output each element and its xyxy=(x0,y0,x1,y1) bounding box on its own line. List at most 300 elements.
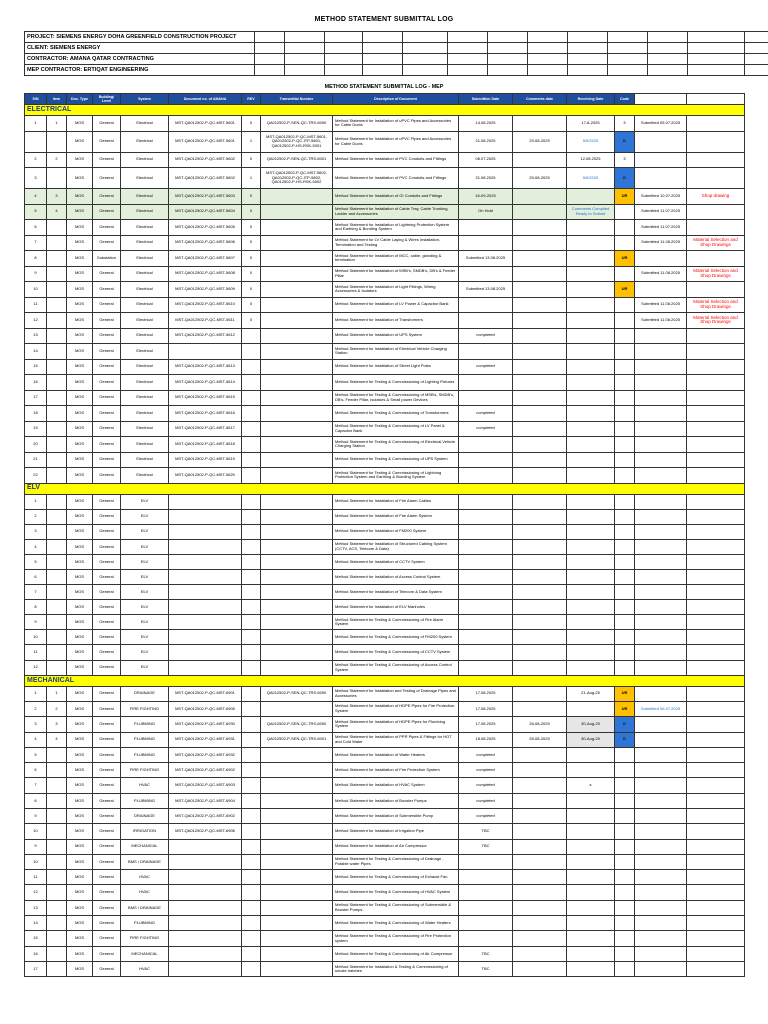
cell-rem xyxy=(635,282,687,298)
cell-sn: 15 xyxy=(25,931,47,946)
cell-sys: MECHANICAL xyxy=(121,839,169,854)
cell-type: MOS xyxy=(67,701,93,716)
cell-bl: General xyxy=(93,494,121,509)
cell-bl: General xyxy=(93,406,121,422)
cell-item xyxy=(47,569,67,584)
cell-item xyxy=(47,630,67,645)
cell-bl: General xyxy=(93,809,121,824)
cell-rev xyxy=(242,630,261,645)
cell-rec xyxy=(567,946,615,961)
table-row xyxy=(25,600,745,615)
section-header-row xyxy=(25,483,745,494)
cell-sub: completed xyxy=(459,809,513,824)
cell-note xyxy=(687,344,745,360)
cell-item: 4 xyxy=(47,732,67,747)
cell-note xyxy=(687,793,745,808)
empty-cell xyxy=(687,94,745,105)
cell-sys: ELV xyxy=(121,494,169,509)
cell-rec xyxy=(567,494,615,509)
cell-doc xyxy=(169,615,242,630)
cell-bl: General xyxy=(93,763,121,778)
cell-doc xyxy=(169,916,242,931)
table-row xyxy=(25,630,745,645)
table-row xyxy=(25,946,745,961)
cell-code: UR xyxy=(615,189,635,205)
cell-trans xyxy=(261,645,333,660)
section-title: ELECTRICAL xyxy=(25,105,745,116)
table-row xyxy=(25,235,745,251)
cell-bl: General xyxy=(93,569,121,584)
cell-rem xyxy=(635,961,687,976)
cell-sub xyxy=(459,452,513,468)
cell-bl: General xyxy=(93,204,121,220)
cell-rem xyxy=(635,686,687,701)
cell-sys: Electrical xyxy=(121,220,169,236)
cell-desc: Method Statement for Installation of Lightning Protection System and Earthing & Bonding System xyxy=(333,220,459,236)
cell-sys: ELV xyxy=(121,539,169,554)
cell-item xyxy=(47,266,67,282)
cell-com xyxy=(513,916,567,931)
cell-sn: 10 xyxy=(25,824,47,839)
cell-sn: 3 xyxy=(25,717,47,732)
cell-bl: General xyxy=(93,946,121,961)
cell-desc: Method Statement for Installation of Submersible Pump xyxy=(333,809,459,824)
cell-sn: 11 xyxy=(25,870,47,885)
cell-note xyxy=(687,916,745,931)
cell-sub xyxy=(459,235,513,251)
cell-rev: 0 xyxy=(242,235,261,251)
cell-code xyxy=(615,421,635,437)
cell-com xyxy=(513,494,567,509)
column-header: Description of Document xyxy=(333,94,459,105)
cell-sys: Electrical xyxy=(121,313,169,329)
cell-sys: DRAINAGE xyxy=(121,809,169,824)
cell-sub xyxy=(459,585,513,600)
cell-rem: Submitted 11.07.2025 xyxy=(635,204,687,220)
cell-item xyxy=(47,900,67,915)
cell-note xyxy=(687,116,745,132)
cell-rec xyxy=(567,539,615,554)
cell-desc: Method Statement for Testing & Commissioning of Lighting Fixtures xyxy=(333,375,459,391)
cell-bl: General xyxy=(93,660,121,675)
cell-sub xyxy=(459,630,513,645)
cell-trans: QA012502-P-SEN-QC-TRS-6000 xyxy=(261,686,333,701)
cell-item xyxy=(47,778,67,793)
cell-trans xyxy=(261,359,333,375)
cell-type: MOS xyxy=(67,809,93,824)
empty-cell xyxy=(745,43,768,54)
cell-rec xyxy=(567,824,615,839)
cell-item xyxy=(47,328,67,344)
cell-trans xyxy=(261,569,333,584)
cell-com xyxy=(513,585,567,600)
cell-rem xyxy=(635,839,687,854)
cell-type: MOS xyxy=(67,645,93,660)
cell-sub: completed xyxy=(459,778,513,793)
cell-sn: 5 xyxy=(25,747,47,762)
cell-code: 3 xyxy=(615,152,635,168)
cell-trans xyxy=(261,554,333,569)
empty-cell xyxy=(285,43,325,54)
cell-rev xyxy=(242,701,261,716)
table-row xyxy=(25,328,745,344)
cell-com xyxy=(513,468,567,484)
cell-type: MOS xyxy=(67,189,93,205)
cell-desc: Method Statement for LV Cable Laying & Wires Installation, Termination and Testing xyxy=(333,235,459,251)
cell-desc: Method Statement for Testing & Commissioning of Transformers xyxy=(333,406,459,422)
cell-item xyxy=(47,854,67,869)
cell-sys: MECHANICAL xyxy=(121,946,169,961)
cell-trans xyxy=(261,701,333,716)
cell-desc: Method Statement for Installation of MCC, cable, glanding & termination xyxy=(333,251,459,267)
cell-note xyxy=(687,421,745,437)
cell-sn: 14 xyxy=(25,916,47,931)
cell-rec xyxy=(567,809,615,824)
cell-sub xyxy=(459,390,513,406)
cell-sys: Electrical xyxy=(121,375,169,391)
cell-item xyxy=(47,437,67,453)
cell-item xyxy=(47,452,67,468)
cell-rem xyxy=(635,732,687,747)
cell-code: UR xyxy=(615,282,635,298)
cell-com xyxy=(513,539,567,554)
cell-bl: General xyxy=(93,375,121,391)
cell-sn: 1 xyxy=(25,116,47,132)
empty-cell xyxy=(255,43,285,54)
empty-cell xyxy=(608,54,648,65)
cell-type: MOS xyxy=(67,732,93,747)
cell-desc: Method Statement for Installation of PVC Conduits and Fittings xyxy=(333,152,459,168)
cell-rev xyxy=(242,717,261,732)
cell-sn: 7 xyxy=(25,778,47,793)
cell-desc: Method Statement for Installation of FM200 System xyxy=(333,524,459,539)
cell-note xyxy=(687,824,745,839)
cell-code xyxy=(615,509,635,524)
cell-doc xyxy=(169,524,242,539)
cell-com xyxy=(513,778,567,793)
table-row xyxy=(25,468,745,484)
cell-sn: 8 xyxy=(25,793,47,808)
cell-item xyxy=(47,524,67,539)
cell-rec: 17-8-2025 xyxy=(567,116,615,132)
cell-note: Material Selection and Shop Drawings xyxy=(687,266,745,282)
cell-rem xyxy=(635,437,687,453)
cell-doc xyxy=(169,494,242,509)
cell-sn: 9 xyxy=(25,266,47,282)
cell-note xyxy=(687,585,745,600)
empty-cell xyxy=(285,32,325,43)
section-header-row xyxy=(25,105,745,116)
cell-sys: PLUBMING xyxy=(121,747,169,762)
empty-cell xyxy=(363,54,403,65)
cell-type: MOS xyxy=(67,763,93,778)
cell-com xyxy=(513,359,567,375)
cell-trans xyxy=(261,615,333,630)
cell-sn: 9 xyxy=(25,839,47,854)
cell-desc: Method Statement for Testing & Commissioning of Lightning Protection System and Earthing & Bonding System xyxy=(333,468,459,484)
cell-item xyxy=(47,509,67,524)
cell-sys: Electrical xyxy=(121,116,169,132)
cell-trans xyxy=(261,931,333,946)
cell-doc: MST-QA012502-P-QC-MST-5611 xyxy=(169,313,242,329)
cell-sub: completed xyxy=(459,421,513,437)
table-row xyxy=(25,189,745,205)
cell-com xyxy=(513,235,567,251)
cell-trans xyxy=(261,539,333,554)
cell-sys: Electrical xyxy=(121,468,169,484)
cell-item xyxy=(47,585,67,600)
cell-note xyxy=(687,554,745,569)
cell-code xyxy=(615,615,635,630)
cell-sub: 17.08.2025 xyxy=(459,717,513,732)
cell-rev xyxy=(242,539,261,554)
cell-rec xyxy=(567,406,615,422)
cell-rec xyxy=(567,645,615,660)
empty-cell xyxy=(568,32,608,43)
cell-bl: General xyxy=(93,297,121,313)
cell-com xyxy=(513,375,567,391)
cell-sn: 2 xyxy=(25,152,47,168)
cell-rem: Submitted 05.07.2025 xyxy=(635,116,687,132)
cell-rev xyxy=(242,809,261,824)
cell-rem xyxy=(635,468,687,484)
cell-code xyxy=(615,747,635,762)
cell-type: MOS xyxy=(67,509,93,524)
cell-desc: Method Statement for Testing & Commissioning of Access Control System xyxy=(333,660,459,675)
cell-rev xyxy=(242,452,261,468)
cell-sub: completed xyxy=(459,406,513,422)
cell-desc: Method Statement for Testing & Commissioning of MSB's, SMDB's, DB's, Feeder Pillar, Isolators & Small power Devices xyxy=(333,390,459,406)
cell-rem xyxy=(635,630,687,645)
cell-doc xyxy=(169,961,242,976)
cell-rec: s xyxy=(567,778,615,793)
cell-type: MOS xyxy=(67,793,93,808)
column-header: S/N xyxy=(25,94,47,105)
cell-sn: 8 xyxy=(25,600,47,615)
cell-rec xyxy=(567,931,615,946)
cell-type: MOS xyxy=(67,778,93,793)
cell-desc: Method Statement for Installation of HDPE Pipes for Fire Protection System xyxy=(333,701,459,716)
table-row xyxy=(25,793,745,808)
cell-doc: MST-QA012502-P-QC-MST-5612 xyxy=(169,328,242,344)
cell-sn: 20 xyxy=(25,437,47,453)
cell-note xyxy=(687,282,745,298)
empty-cell xyxy=(403,32,448,43)
cell-sub xyxy=(459,854,513,869)
cell-sub xyxy=(459,569,513,584)
cell-rec xyxy=(567,885,615,900)
cell-sys: ELV xyxy=(121,660,169,675)
cell-note xyxy=(687,809,745,824)
cell-sub xyxy=(459,885,513,900)
cell-item xyxy=(47,554,67,569)
cell-code xyxy=(615,569,635,584)
cell-doc: MST-QA012502-P-QC-MST-6906 xyxy=(169,824,242,839)
cell-rem xyxy=(635,494,687,509)
header-row xyxy=(25,94,745,105)
cell-com xyxy=(513,406,567,422)
cell-rem xyxy=(635,131,687,152)
cell-note xyxy=(687,885,745,900)
cell-rec xyxy=(567,524,615,539)
cell-type: MOS xyxy=(67,328,93,344)
cell-code: 3 xyxy=(615,116,635,132)
cell-trans xyxy=(261,885,333,900)
cell-type: MOS xyxy=(67,390,93,406)
cell-bl: General xyxy=(93,870,121,885)
cell-sys: ELV xyxy=(121,615,169,630)
cell-rev xyxy=(242,885,261,900)
cell-doc: MST-QA012502-P-QC-MST-5614 xyxy=(169,375,242,391)
table-row xyxy=(25,717,745,732)
project-info-text: MEP CONTRACTOR: ERTIQAT ENGINEERING xyxy=(25,65,255,76)
table-row xyxy=(25,116,745,132)
cell-sub xyxy=(459,660,513,675)
cell-sn: 12 xyxy=(25,885,47,900)
empty-cell xyxy=(688,65,745,76)
empty-cell xyxy=(285,54,325,65)
cell-type: MOS xyxy=(67,437,93,453)
cell-trans xyxy=(261,585,333,600)
cell-rem xyxy=(635,585,687,600)
cell-item: 4 xyxy=(47,204,67,220)
cell-trans xyxy=(261,282,333,298)
cell-bl: General xyxy=(93,421,121,437)
cell-item xyxy=(47,282,67,298)
cell-trans xyxy=(261,204,333,220)
cell-rev: 0 xyxy=(242,313,261,329)
empty-cell xyxy=(648,32,688,43)
cell-doc: MST-QA012502-P-QC-MST-5606 xyxy=(169,235,242,251)
cell-item xyxy=(47,839,67,854)
cell-item xyxy=(47,235,67,251)
cell-note xyxy=(687,524,745,539)
cell-sn: 2 xyxy=(25,509,47,524)
cell-item xyxy=(47,916,67,931)
cell-trans xyxy=(261,747,333,762)
cell-rem xyxy=(635,569,687,584)
cell-doc: MST-QA012502-P-QC-MST-5601 xyxy=(169,131,242,152)
cell-desc: Method Statement for Installation of Transformers xyxy=(333,313,459,329)
cell-sn: 12 xyxy=(25,313,47,329)
cell-doc xyxy=(169,854,242,869)
cell-rev xyxy=(242,359,261,375)
cell-trans xyxy=(261,328,333,344)
cell-note xyxy=(687,732,745,747)
cell-sn: 10 xyxy=(25,630,47,645)
cell-note xyxy=(687,539,745,554)
cell-rem xyxy=(635,344,687,360)
cell-trans xyxy=(261,630,333,645)
cell-sn: 5 xyxy=(25,554,47,569)
cell-sys: Electrical xyxy=(121,421,169,437)
empty-cell xyxy=(635,94,687,105)
cell-type: MOS xyxy=(67,946,93,961)
cell-code xyxy=(615,645,635,660)
empty-cell xyxy=(488,32,528,43)
cell-sn: 12 xyxy=(25,660,47,675)
cell-item xyxy=(47,168,67,189)
cell-com xyxy=(513,421,567,437)
cell-bl: General xyxy=(93,585,121,600)
cell-bl: General xyxy=(93,732,121,747)
cell-com xyxy=(513,615,567,630)
empty-cell xyxy=(528,54,568,65)
cell-com xyxy=(513,437,567,453)
empty-cell xyxy=(448,65,488,76)
cell-item xyxy=(47,946,67,961)
cell-rev xyxy=(242,961,261,976)
cell-sn: 4 xyxy=(25,539,47,554)
cell-rem xyxy=(635,946,687,961)
cell-sn: 14 xyxy=(25,344,47,360)
cell-doc xyxy=(169,509,242,524)
cell-item xyxy=(47,313,67,329)
cell-type: MOS xyxy=(67,524,93,539)
cell-item xyxy=(47,824,67,839)
table-row xyxy=(25,204,745,220)
cell-rev: 0 xyxy=(242,220,261,236)
cell-sys: PLUBMING xyxy=(121,793,169,808)
cell-com xyxy=(513,282,567,298)
cell-rev xyxy=(242,645,261,660)
project-info-row xyxy=(25,54,768,65)
cell-type: MOS xyxy=(67,539,93,554)
cell-code xyxy=(615,297,635,313)
cell-rev xyxy=(242,390,261,406)
cell-sys: Electrical xyxy=(121,297,169,313)
cell-rec xyxy=(567,747,615,762)
cell-desc: Method Statement for Installation of UPS System xyxy=(333,328,459,344)
cell-sn: 4 xyxy=(25,189,47,205)
cell-bl: General xyxy=(93,452,121,468)
cell-rec xyxy=(567,282,615,298)
cell-sn: 6 xyxy=(25,569,47,584)
cell-code xyxy=(615,468,635,484)
cell-rem xyxy=(635,600,687,615)
cell-desc: Method Statement for Installation & Testing & Commissioning of smoke hatches xyxy=(333,961,459,976)
cell-rem: Submitted 11.08.2025 xyxy=(635,235,687,251)
cell-bl: General xyxy=(93,189,121,205)
cell-code xyxy=(615,524,635,539)
cell-rec xyxy=(567,297,615,313)
cell-type: MOS xyxy=(67,282,93,298)
cell-rem: Submitted 11.08.2025 xyxy=(635,313,687,329)
cell-sys: DRAINAGE xyxy=(121,686,169,701)
cell-type: MOS xyxy=(67,421,93,437)
cell-code xyxy=(615,390,635,406)
cell-note xyxy=(687,900,745,915)
cell-note xyxy=(687,701,745,716)
empty-cell xyxy=(745,65,768,76)
cell-note xyxy=(687,509,745,524)
empty-cell xyxy=(488,54,528,65)
cell-trans xyxy=(261,437,333,453)
cell-desc: Method Statement for Testing & Commissioning of Fire Protection system xyxy=(333,931,459,946)
cell-code xyxy=(615,600,635,615)
table-row xyxy=(25,660,745,675)
cell-rec: 30-Aug-25 xyxy=(567,732,615,747)
cell-item xyxy=(47,747,67,762)
cell-item xyxy=(47,220,67,236)
cell-rem xyxy=(635,778,687,793)
cell-sub: 17.08.2025 xyxy=(459,701,513,716)
cell-bl: General xyxy=(93,220,121,236)
cell-sys: PLUBMING xyxy=(121,916,169,931)
cell-trans: MST-QA012502-P-QC-MST-5602, QA012502-P-QC-ITP-5802, QA012502-P-HS-RSK-5002 xyxy=(261,168,333,189)
cell-bl: General xyxy=(93,630,121,645)
cell-rec xyxy=(567,220,615,236)
